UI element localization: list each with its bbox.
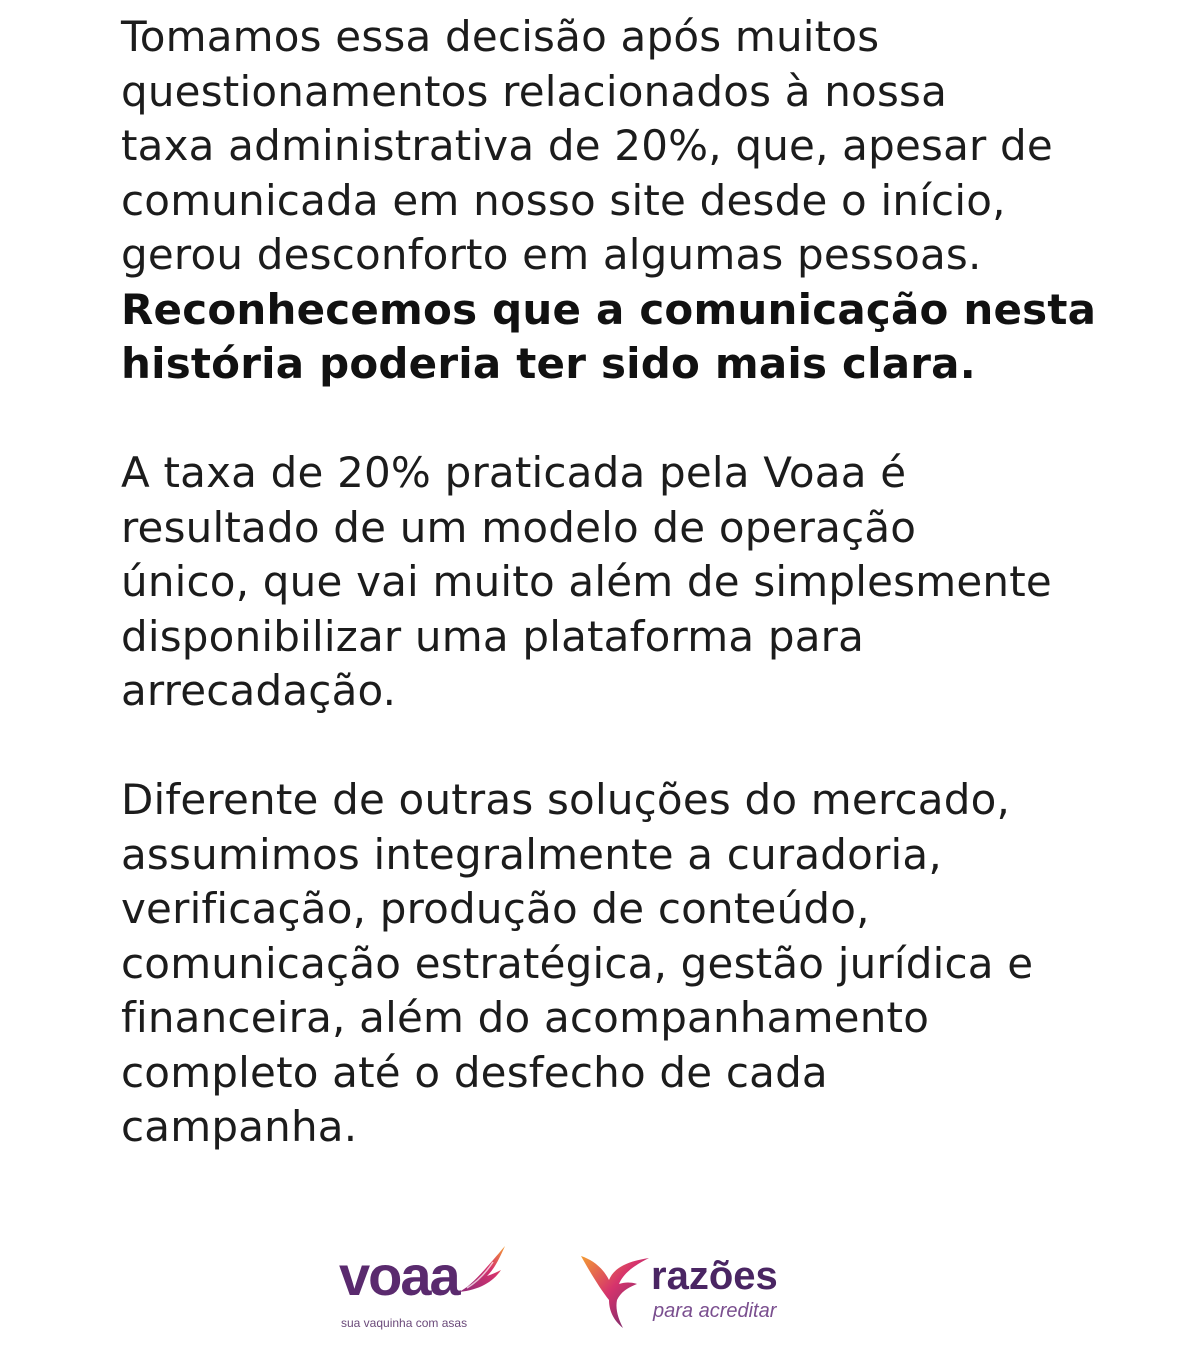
text-line: gerou desconforto em algumas pessoas. (121, 230, 982, 279)
text-line: único, que vai muito além de simplesmente (121, 557, 1052, 606)
razoes-logo-wordmark: razões (651, 1254, 778, 1298)
voaa-tagline: sua vaquinha com asas (341, 1316, 468, 1330)
text-line: comunicada em nosso site desde o início, (121, 175, 1006, 225)
paragraph-gap (121, 392, 1081, 447)
hummingbird-icon (579, 1250, 651, 1334)
text-line: resultado de um modelo de operação (121, 502, 917, 552)
bold-text-line: história poderia ter sido mais clara. (121, 339, 976, 388)
razoes-logo (579, 1250, 819, 1340)
paragraph-3 (121, 773, 1081, 1155)
text-line: assumimos integralmente a curadoria, (121, 829, 942, 879)
voaa-logo-wordmark: voaa (339, 1244, 459, 1307)
text-line: campanha. (121, 1102, 358, 1151)
text-line: disponibilizar uma plataforma para (121, 611, 865, 661)
text-line: A taxa de 20% praticada pela Voaa é (121, 448, 907, 497)
bold-text-line: Reconhecemos que a comunicação nesta (121, 284, 1097, 334)
text-line: comunicação estratégica, gestão jurídica e (121, 938, 1034, 988)
paragraph-1 (121, 10, 1097, 392)
text-line: Tomamos essa decisão após muitos (121, 12, 880, 61)
razoes-logo-subtitle: para acreditar (653, 1300, 777, 1322)
text-line: Diferente de outras soluções do mercado, (121, 775, 1011, 824)
paragraph-2 (121, 446, 1081, 719)
wing-icon (453, 1242, 509, 1302)
text-line: questionamentos relacionados à nossa (121, 66, 948, 116)
text-line: arrecadação. (121, 666, 397, 715)
text-line: completo até o desfecho de cada (121, 1047, 828, 1097)
footer-logos (335, 1240, 815, 1340)
statement-text (121, 10, 1097, 1155)
voaa-logo (335, 1240, 515, 1340)
text-line: taxa administrativa de 20%, que, apesar de (121, 121, 1053, 170)
paragraph-gap (121, 719, 1081, 774)
text-line: financeira, além do acompanhamento (121, 993, 930, 1042)
text-line: verificação, produção de conteúdo, (121, 884, 870, 933)
